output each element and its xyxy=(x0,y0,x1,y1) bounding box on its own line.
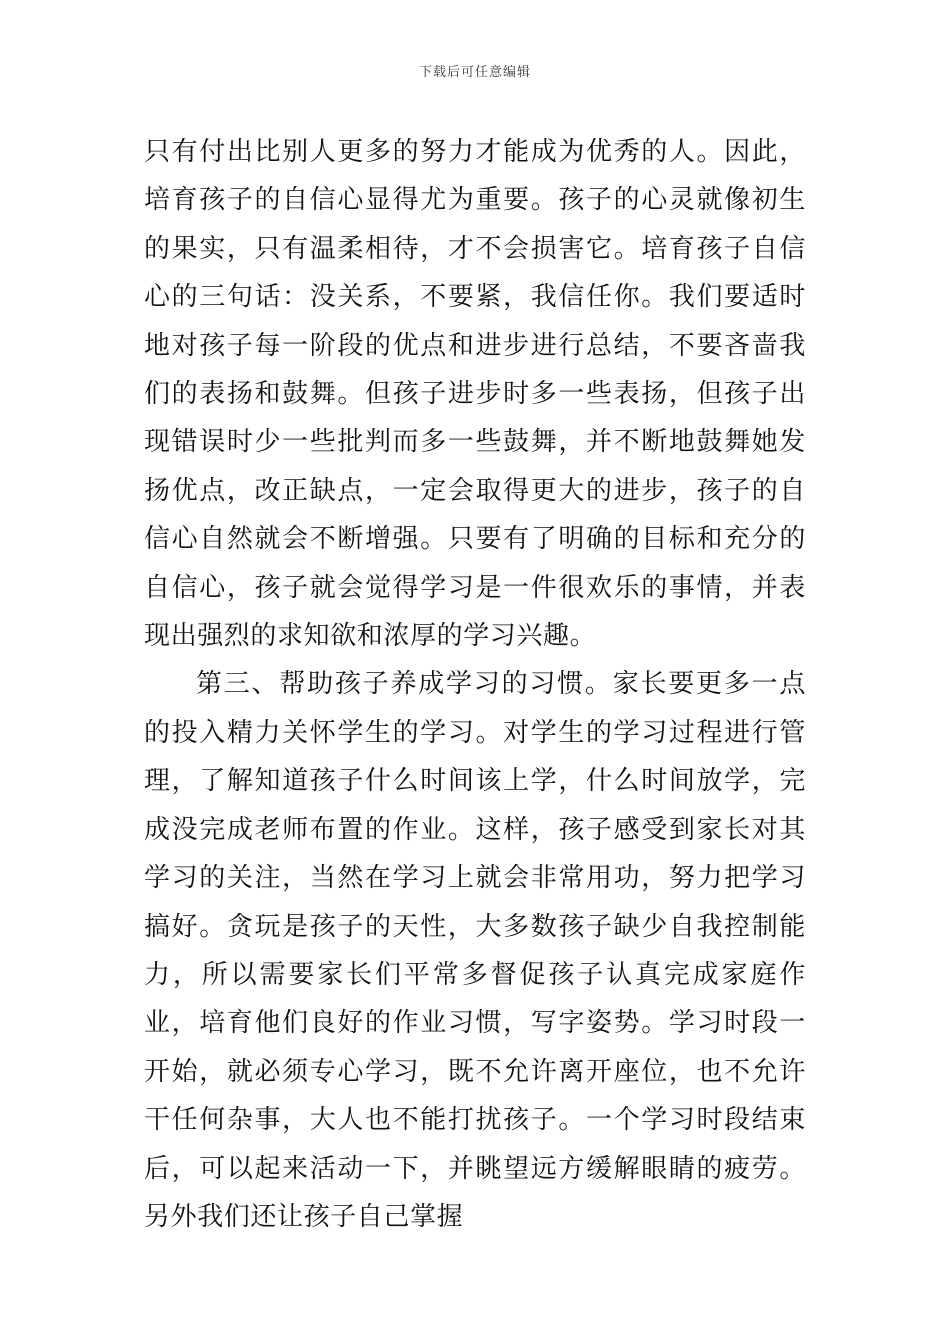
paragraph-1: 只有付出比别人更多的努力才能成为优秀的人。因此，培育孩子的自信心显得尤为重要。孩子的心灵就像初生的果实，只有温柔相待，才不会损害它。培育孩子自信心的三句话：没关系，不要紧，我信任你。我们要适时地对孩子每一阶段的优点和进步进行总结，不要吝啬我们的表扬和鼓舞。但孩子进步时多一些表扬，但孩子出现错误时少一些批判而多一些鼓舞，并不断地鼓舞她发扬优点，改正缺点，一定会取得更大的进步，孩子的自信心自然就会不断增强。只要有了明确的目标和充分的自信心，孩子就会觉得学习是一件很欢乐的事情，并表现出强烈的求知欲和浓厚的学习兴趣。 xyxy=(144,137,806,652)
paragraph-2: 第三、帮助孩子养成学习的习惯。家长要更多一点的投入精力关怀学生的学习。对学生的学习过程进行管理，了解知道孩子什么时间该上学，什么时间放学，完成没完成老师布置的作业。这样，孩子感受到家长对其学习的关注，当然在学习上就会非常用功，努力把学习搞好。贪玩是孩子的天性，大多数孩子缺少自我控制能力，所以需要家长们平常多督促孩子认真完成家庭作业，培育他们良好的作业习惯，写字姿势。学习时段一开始，就必须专心学习，既不允许离开座位，也不允许干任何杂事，大人也不能打扰孩子。一个学习时段结束后，可以起来活动一下，并眺望远方缓解眼睛的疲劳。另外我们还让孩子自己掌握 xyxy=(144,669,806,1232)
document-body xyxy=(144,128,806,1241)
page-header: 下载后可任意编辑 xyxy=(418,65,531,80)
